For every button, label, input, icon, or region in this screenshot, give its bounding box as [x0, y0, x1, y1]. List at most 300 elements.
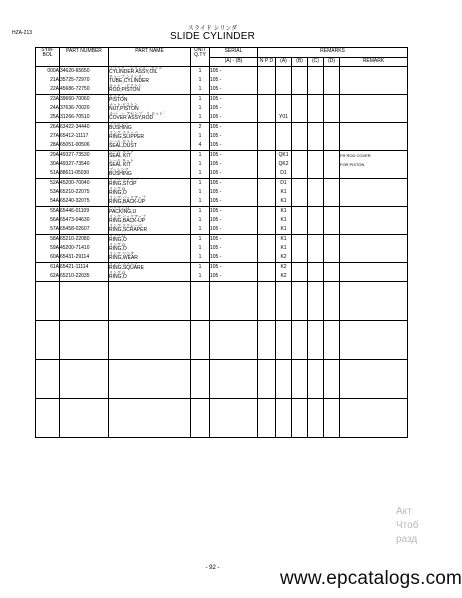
- serial-cell: 105 -: [210, 179, 258, 189]
- part-name-english: RING,STOP: [109, 181, 137, 187]
- remarks-b-cell: [292, 188, 308, 197]
- watermark: www.epcatalogs.com: [280, 568, 462, 589]
- remarks-a-cell: K1: [276, 225, 292, 235]
- remarks-d-header: (D): [324, 58, 340, 67]
- empty-cell: [340, 360, 408, 399]
- table-row: [36, 160, 408, 169]
- quantity-cell: 1: [191, 207, 210, 217]
- remarks-b-cell: [292, 207, 308, 217]
- part-name-kana: リング,ウエア: [109, 251, 135, 256]
- remark-note-cell: [340, 225, 408, 235]
- part-name-kana: ピストン: [109, 93, 125, 98]
- remark-note-cell: FR ROD COVER: [340, 151, 408, 161]
- remarks-npd-cell: [258, 141, 276, 151]
- remarks-b-cell: [292, 225, 308, 235]
- part-name-english: SEAL,DUST: [109, 143, 137, 149]
- symbol-cell: 25A: [36, 113, 60, 123]
- remark-note-cell: FOR PISTON: [340, 160, 408, 169]
- symbol-cell: 28A: [36, 141, 60, 151]
- remarks-d-cell: [324, 123, 340, 133]
- remarks-d-cell: [324, 67, 340, 77]
- remark-note-cell: [340, 113, 408, 123]
- quantity-cell: 1: [191, 76, 210, 85]
- empty-cell: [210, 360, 258, 399]
- part-name-kana: リング,O: [109, 270, 126, 275]
- symbol-cell: 54A: [36, 197, 60, 207]
- part-name-english: RING,O: [109, 246, 127, 252]
- part-number-cell: 34620-65650: [60, 67, 109, 77]
- remarks-b-cell: [292, 141, 308, 151]
- remark-note-cell: [340, 85, 408, 95]
- part-name-kana: リング,O: [109, 242, 126, 247]
- row-group: [36, 95, 408, 123]
- part-name-kana: ナット;ピストン: [109, 102, 139, 107]
- empty-row: [36, 282, 408, 321]
- table-row: [36, 263, 408, 273]
- table-row: [36, 225, 408, 235]
- serial-cell: 105 -: [210, 113, 258, 123]
- part-number-cell: 31266-70510: [60, 113, 109, 123]
- remarks-a-cell: K1: [276, 197, 292, 207]
- symbol-cell: 29A: [36, 151, 60, 161]
- remarks-d-cell: [324, 197, 340, 207]
- part-name-kana: ブッシング: [109, 167, 129, 172]
- part-number-cell: 65210-22080: [60, 235, 109, 245]
- remark-note-cell: [340, 169, 408, 179]
- row-group: [36, 263, 408, 282]
- table-row: [36, 235, 408, 245]
- part-name-english: BUSHING: [109, 125, 132, 131]
- empty-cell: [36, 399, 60, 438]
- empty-cell: [340, 282, 408, 321]
- remarks-b-header: (B): [292, 58, 308, 67]
- symbol-cell: 51A: [36, 169, 60, 179]
- part-name-kana: ロット゛;ピストン: [109, 83, 143, 88]
- empty-cell: [292, 399, 308, 438]
- part-number-cell: 65431-29114: [60, 253, 109, 263]
- col-part-number-header: PART NUMBER: [60, 48, 109, 67]
- remarks-npd-cell: [258, 216, 276, 225]
- table-row: [36, 67, 408, 77]
- symbol-cell: 22A: [36, 85, 60, 95]
- remarks-npd-cell: [258, 197, 276, 207]
- symbol-cell: 60A: [36, 253, 60, 263]
- part-name-kana: シール キット: [109, 149, 134, 154]
- part-name-english: RING,BACK-UP: [109, 218, 146, 224]
- remarks-a-cell: D1: [276, 179, 292, 189]
- serial-cell: 105 -: [210, 272, 258, 282]
- part-name-kana: チューブ,シリンタ゛: [109, 74, 146, 79]
- part-name-kana: シール,ダスト: [109, 139, 135, 144]
- empty-cell: [324, 360, 340, 399]
- remarks-npd-cell: [258, 244, 276, 253]
- remarks-b-cell: [292, 197, 308, 207]
- quantity-cell: 1: [191, 235, 210, 245]
- remarks-d-cell: [324, 85, 340, 95]
- table-row: [36, 85, 408, 95]
- table-row: [36, 132, 408, 141]
- part-number-cell: 49327-73530: [60, 151, 109, 161]
- part-number-cell: 35725-72970: [60, 76, 109, 85]
- table-row: [36, 207, 408, 217]
- col-serial-header: SERIAL: [210, 48, 258, 58]
- part-name-kana: リング,スクエア: [109, 261, 138, 266]
- remarks-d-cell: [324, 132, 340, 141]
- quantity-cell: 1: [191, 263, 210, 273]
- remarks-b-cell: [292, 216, 308, 225]
- remark-note-cell: [340, 188, 408, 197]
- table-row: [36, 169, 408, 179]
- remarks-a-cell: [276, 76, 292, 85]
- remarks-c-cell: [308, 216, 324, 225]
- remarks-npd-cell: [258, 272, 276, 282]
- remarks-a-cell: [276, 95, 292, 105]
- remark-note-cell: [340, 179, 408, 189]
- remarks-c-cell: [308, 272, 324, 282]
- empty-cell: [340, 321, 408, 360]
- remarks-b-cell: [292, 123, 308, 133]
- part-number-cell: 45200-71410: [60, 244, 109, 253]
- empty-cell: [191, 321, 210, 360]
- col-sym-header: SYM- BOL: [36, 48, 60, 67]
- empty-cell: [308, 282, 324, 321]
- part-number-cell: 65051-00506: [60, 141, 109, 151]
- remarks-a-cell: K1: [276, 235, 292, 245]
- serial-cell: 105 -: [210, 132, 258, 141]
- remarks-d-cell: [324, 253, 340, 263]
- remarks-a-header: (A): [276, 58, 292, 67]
- empty-cell: [276, 282, 292, 321]
- quantity-cell: 2: [191, 123, 210, 133]
- remarks-d-cell: [324, 113, 340, 123]
- part-number-cell: 49327-73540: [60, 160, 109, 169]
- remarks-d-cell: [324, 151, 340, 161]
- remark-note-cell: [340, 244, 408, 253]
- serial-sub-header: (A) - (B): [210, 58, 258, 67]
- table-row: [36, 76, 408, 85]
- quantity-cell: 1: [191, 225, 210, 235]
- remarks-npd-cell: [258, 188, 276, 197]
- remarks-c-cell: [308, 67, 324, 77]
- serial-cell: 105 -: [210, 216, 258, 225]
- empty-cell: [109, 399, 191, 438]
- part-name-english: ROD;PISTON: [109, 87, 141, 93]
- table-row: [36, 141, 408, 151]
- empty-cell: [60, 360, 109, 399]
- remarks-npd-cell: [258, 85, 276, 95]
- symbol-cell: 59A: [36, 244, 60, 253]
- part-number-cell: 45200-70040: [60, 179, 109, 189]
- quantity-cell: 1: [191, 272, 210, 282]
- empty-cell: [109, 360, 191, 399]
- remarks-npd-cell: [258, 253, 276, 263]
- quantity-cell: 1: [191, 151, 210, 161]
- table-row: [36, 104, 408, 113]
- serial-cell: 105 -: [210, 160, 258, 169]
- part-number-cell: 63422-34440: [60, 123, 109, 133]
- part-number-cell: 37636-70020: [60, 104, 109, 113]
- remark-note-cell: [340, 95, 408, 105]
- symbol-cell: 57A: [36, 225, 60, 235]
- part-number-cell: 65412-11117: [60, 132, 109, 141]
- remarks-npd-cell: [258, 235, 276, 245]
- remarks-b-cell: [292, 160, 308, 169]
- remarks-a-cell: K1: [276, 188, 292, 197]
- col-part-name-header: PART NAME: [109, 48, 191, 67]
- remarks-npd-header: N P D: [258, 58, 276, 67]
- remarks-npd-cell: [258, 104, 276, 113]
- serial-cell: 105 -: [210, 67, 258, 77]
- remarks-c-cell: [308, 113, 324, 123]
- remarks-c-cell: [308, 169, 324, 179]
- empty-cell: [276, 321, 292, 360]
- table-row: [36, 188, 408, 197]
- remarks-a-cell: K2: [276, 272, 292, 282]
- remarks-npd-cell: [258, 179, 276, 189]
- table-row: [36, 113, 408, 123]
- remarks-a-cell: D1: [276, 169, 292, 179]
- remarks-c-cell: [308, 104, 324, 113]
- quantity-cell: 1: [191, 95, 210, 105]
- table-row: [36, 253, 408, 263]
- remarks-b-cell: [292, 151, 308, 161]
- remarks-a-cell: [276, 132, 292, 141]
- symbol-cell: 52A: [36, 179, 60, 189]
- remarks-c-header: (C): [308, 58, 324, 67]
- remarks-d-cell: [324, 169, 340, 179]
- part-name-kana: シール キット: [109, 158, 134, 163]
- symbol-cell: 55A: [36, 207, 60, 217]
- quantity-cell: 1: [191, 113, 210, 123]
- remark-note-cell: [340, 272, 408, 282]
- part-name-english: CYLINDER ASSY,OIL: [109, 69, 158, 75]
- part-name-english: RING,O: [109, 274, 127, 280]
- empty-cell: [109, 282, 191, 321]
- symbol-cell: 53A: [36, 188, 60, 197]
- row-group: [36, 151, 408, 179]
- remarks-c-cell: [308, 85, 324, 95]
- remarks-d-cell: [324, 76, 340, 85]
- part-name-english: RING,O: [109, 190, 127, 196]
- remarks-d-cell: [324, 141, 340, 151]
- remarks-c-cell: [308, 244, 324, 253]
- symbol-cell: 58A: [36, 235, 60, 245]
- quantity-cell: 1: [191, 197, 210, 207]
- remark-note-cell: [340, 197, 408, 207]
- document-code: HZA-213: [12, 30, 33, 36]
- remarks-d-cell: [324, 104, 340, 113]
- remarks-a-cell: [276, 85, 292, 95]
- part-name-cell: [109, 272, 191, 282]
- part-number-cell: 39660-70060: [60, 95, 109, 105]
- quantity-cell: 1: [191, 244, 210, 253]
- part-name-english: PACKING,U: [109, 209, 137, 215]
- remarks-a-cell: QK1: [276, 151, 292, 161]
- table-row: [36, 123, 408, 133]
- serial-cell: 105 -: [210, 188, 258, 197]
- page-title: SLIDE CYLINDER: [169, 31, 256, 42]
- table-row: [36, 151, 408, 161]
- quantity-cell: 1: [191, 67, 210, 77]
- part-number-cell: 65210-22075: [60, 188, 109, 197]
- empty-cell: [258, 321, 276, 360]
- row-group: [36, 123, 408, 151]
- table-row: [36, 179, 408, 189]
- remark-note-cell: [340, 132, 408, 141]
- remarks-d-cell: [324, 272, 340, 282]
- part-name-english: COVER ASSY,ROD: [109, 115, 154, 121]
- part-name-kana: スライト゛ シリンタ゛,オイル: [109, 65, 163, 70]
- remark-header: REMARK: [340, 58, 408, 67]
- empty-cell: [258, 360, 276, 399]
- remarks-npd-cell: [258, 76, 276, 85]
- remarks-d-cell: [324, 179, 340, 189]
- empty-row: [36, 399, 408, 438]
- part-name-english: RING,SCRAPER: [109, 227, 148, 233]
- activation-notice: Акт Чтоб разд: [396, 506, 419, 545]
- empty-row: [36, 321, 408, 360]
- remarks-b-cell: [292, 76, 308, 85]
- empty-cell: [308, 321, 324, 360]
- remarks-c-cell: [308, 76, 324, 85]
- serial-cell: 105 -: [210, 263, 258, 273]
- remark-note-cell: [340, 235, 408, 245]
- empty-cell: [36, 282, 60, 321]
- serial-cell: 105 -: [210, 151, 258, 161]
- serial-cell: 105 -: [210, 225, 258, 235]
- remarks-a-cell: Y01: [276, 113, 292, 123]
- remarks-b-cell: [292, 179, 308, 189]
- remarks-c-cell: [308, 95, 324, 105]
- serial-cell: 105 -: [210, 244, 258, 253]
- empty-cell: [292, 282, 308, 321]
- part-name-kana: リング,スクレーパ: [109, 223, 142, 228]
- remarks-b-cell: [292, 244, 308, 253]
- empty-cell: [36, 360, 60, 399]
- serial-cell: 105 -: [210, 169, 258, 179]
- serial-cell: 105 -: [210, 104, 258, 113]
- remarks-d-cell: [324, 225, 340, 235]
- part-name-english: RING,O: [109, 237, 127, 243]
- empty-cell: [60, 321, 109, 360]
- part-number-cell: 65421-11114: [60, 263, 109, 273]
- table-row: [36, 272, 408, 282]
- table-row: [36, 95, 408, 105]
- remark-note-cell: [340, 123, 408, 133]
- serial-cell: 105 -: [210, 141, 258, 151]
- part-name-kana: リング,スリッパ: [109, 130, 138, 135]
- empty-cell: [191, 360, 210, 399]
- serial-cell: 105 -: [210, 76, 258, 85]
- part-name-kana: リング,O: [109, 186, 126, 191]
- empty-cell: [60, 399, 109, 438]
- remarks-b-cell: [292, 67, 308, 77]
- empty-cell: [109, 321, 191, 360]
- remarks-d-cell: [324, 207, 340, 217]
- symbol-cell: 23A: [36, 95, 60, 105]
- remarks-d-cell: [324, 235, 340, 245]
- remark-note-cell: [340, 263, 408, 273]
- symbol-cell: 30A: [36, 160, 60, 169]
- empty-cell: [324, 321, 340, 360]
- parts-table: [35, 47, 408, 438]
- quantity-cell: 1: [191, 253, 210, 263]
- empty-cell: [191, 282, 210, 321]
- remarks-c-cell: [308, 207, 324, 217]
- remark-note-cell: [340, 76, 408, 85]
- row-group: [36, 207, 408, 235]
- remarks-d-cell: [324, 188, 340, 197]
- remarks-a-cell: [276, 141, 292, 151]
- part-name-english: SEAL KIT: [109, 153, 131, 159]
- part-name-english: BUSHING: [109, 171, 132, 177]
- remarks-c-cell: [308, 253, 324, 263]
- remarks-npd-cell: [258, 67, 276, 77]
- remarks-c-cell: [308, 235, 324, 245]
- part-name-english: RING,WEAR: [109, 255, 138, 261]
- part-name-english: NUT,PISTON: [109, 106, 139, 112]
- empty-row: [36, 360, 408, 399]
- page-number: - 92 -: [205, 565, 220, 571]
- quantity-cell: 1: [191, 179, 210, 189]
- empty-cell: [276, 360, 292, 399]
- remarks-c-cell: [308, 263, 324, 273]
- remarks-a-cell: K2: [276, 263, 292, 273]
- remarks-c-cell: [308, 188, 324, 197]
- part-number-cell: 65458-02607: [60, 225, 109, 235]
- empty-cell: [324, 399, 340, 438]
- remark-note-cell: [340, 141, 408, 151]
- quantity-cell: 1: [191, 188, 210, 197]
- empty-cell: [258, 282, 276, 321]
- part-number-cell: 65446-01109: [60, 207, 109, 217]
- part-name-english: TUBE,CYLINDER: [109, 78, 150, 84]
- serial-cell: 105 -: [210, 207, 258, 217]
- remarks-b-cell: [292, 85, 308, 95]
- empty-cell: [292, 321, 308, 360]
- remarks-c-cell: [308, 160, 324, 169]
- remarks-d-cell: [324, 216, 340, 225]
- part-number-cell: 65210-22035: [60, 272, 109, 282]
- remarks-npd-cell: [258, 207, 276, 217]
- remarks-a-cell: [276, 123, 292, 133]
- quantity-cell: 1: [191, 160, 210, 169]
- remarks-a-cell: [276, 104, 292, 113]
- serial-cell: 105 -: [210, 253, 258, 263]
- symbol-cell: 27A: [36, 132, 60, 141]
- serial-cell: 105 -: [210, 197, 258, 207]
- part-name-english: RING,SLIPPER: [109, 134, 145, 140]
- remarks-b-cell: [292, 253, 308, 263]
- symbol-cell: 24A: [36, 104, 60, 113]
- col-remarks-header: REMARKS: [258, 48, 408, 58]
- remark-note-cell: [340, 253, 408, 263]
- quantity-cell: 1: [191, 216, 210, 225]
- remarks-npd-cell: [258, 160, 276, 169]
- remarks-c-cell: [308, 123, 324, 133]
- remarks-c-cell: [308, 151, 324, 161]
- empty-cell: [210, 282, 258, 321]
- quantity-cell: 1: [191, 104, 210, 113]
- remarks-d-cell: [324, 244, 340, 253]
- part-number-cell: 65473-04630: [60, 216, 109, 225]
- remarks-d-cell: [324, 263, 340, 273]
- part-name-kana: リング,バックアップ: [109, 195, 146, 200]
- remarks-c-cell: [308, 225, 324, 235]
- part-name-kana: リング,バックアップ: [109, 214, 146, 219]
- remark-note-cell: [340, 67, 408, 77]
- serial-cell: 105 -: [210, 95, 258, 105]
